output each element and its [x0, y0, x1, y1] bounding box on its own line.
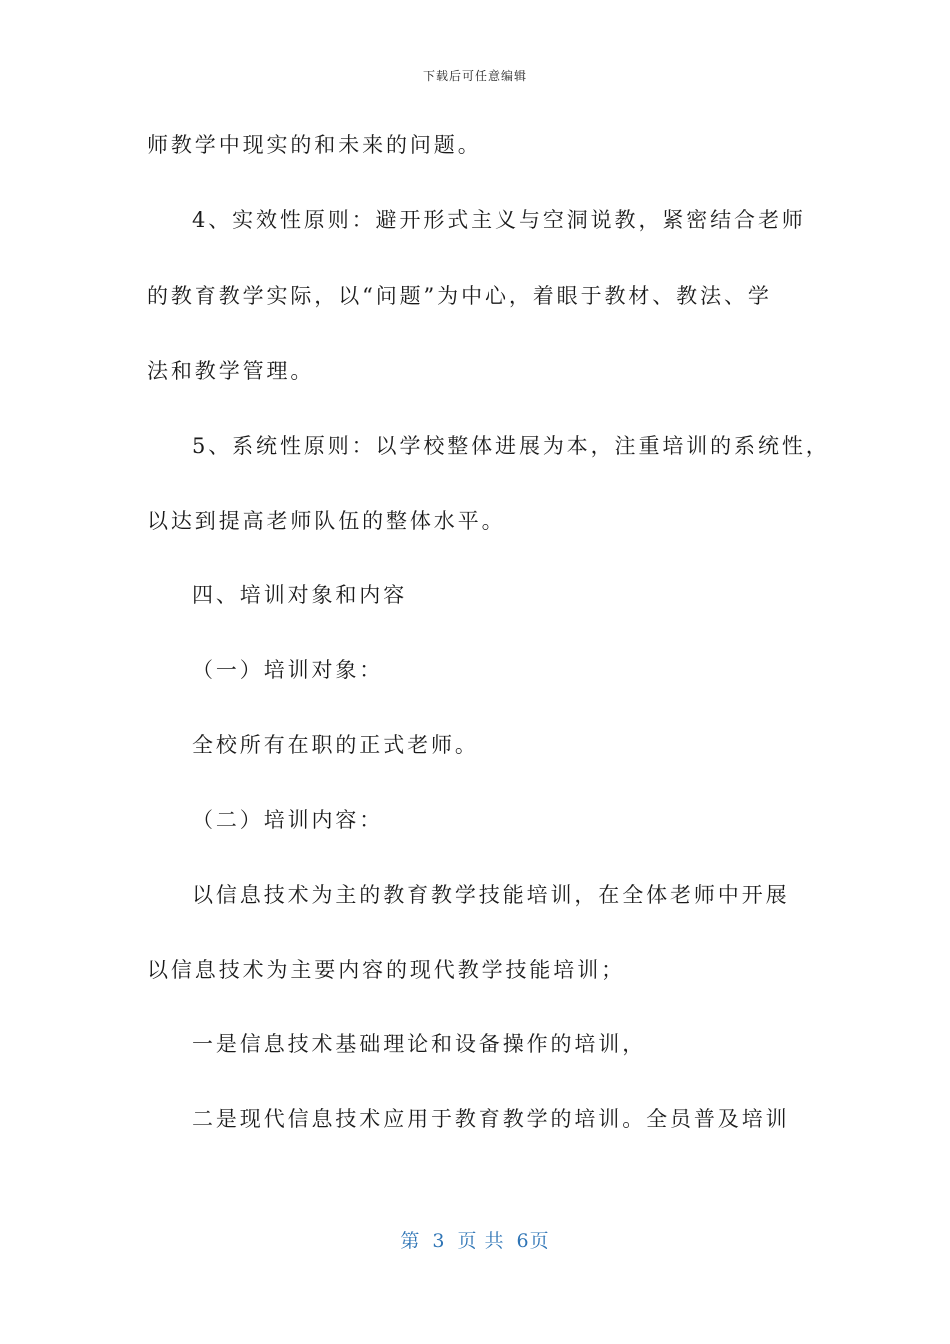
footer-page-number: 3: [432, 1230, 446, 1252]
paragraph-line: 的教育教学实际，以“问题”为中心，着眼于教材、教法、学: [147, 284, 772, 308]
footer-middle: 页 共: [457, 1230, 505, 1252]
paragraph-line: 以信息技术为主要内容的现代教学技能培训；: [147, 958, 625, 982]
paragraph-line: 二是现代信息技术应用于教育教学的培训。全员普及培训: [192, 1107, 790, 1131]
section-heading: 四、培训对象和内容: [192, 583, 408, 607]
paragraph-line: 全校所有在职的正式老师。: [192, 733, 479, 757]
paragraph-line: 以信息技术为主的教育教学技能培训，在全体老师中开展: [192, 883, 790, 907]
page-header: 下载后可任意编辑: [422, 69, 527, 83]
footer-total: 6页: [516, 1230, 550, 1252]
subsection-heading: （二）培训内容：: [192, 808, 384, 832]
page-footer: [0, 1226, 950, 1253]
paragraph-line: 一是信息技术基础理论和设备操作的培训，: [192, 1032, 647, 1056]
paragraph-line: 以达到提高老师队伍的整体水平。: [147, 509, 506, 533]
subsection-heading: （一）培训对象：: [192, 658, 384, 682]
paragraph-line: 法和教学管理。: [147, 359, 315, 383]
paragraph-line: 师教学中现实的和未来的问题。: [147, 133, 482, 157]
paragraph-line: 5、系统性原则：以学校整体进展为本，注重培训的系统性，: [192, 434, 830, 458]
footer-prefix: 第: [400, 1230, 421, 1252]
paragraph-line: 4、实效性原则：避开形式主义与空洞说教，紧密结合老师: [192, 208, 806, 232]
